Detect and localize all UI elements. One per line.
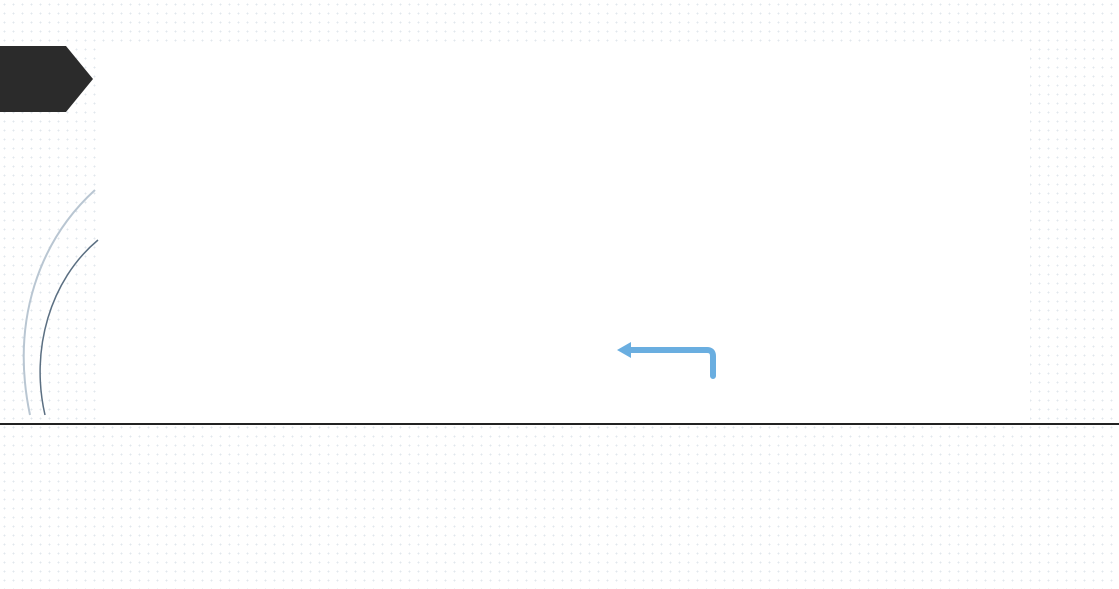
dark-arrow-decoration	[0, 46, 93, 112]
curve-decoration	[0, 180, 100, 420]
comparative-table	[100, 44, 1030, 420]
annotation-arrow-icon	[615, 340, 720, 380]
report-header	[0, 429, 1119, 447]
section-divider	[0, 423, 1119, 425]
